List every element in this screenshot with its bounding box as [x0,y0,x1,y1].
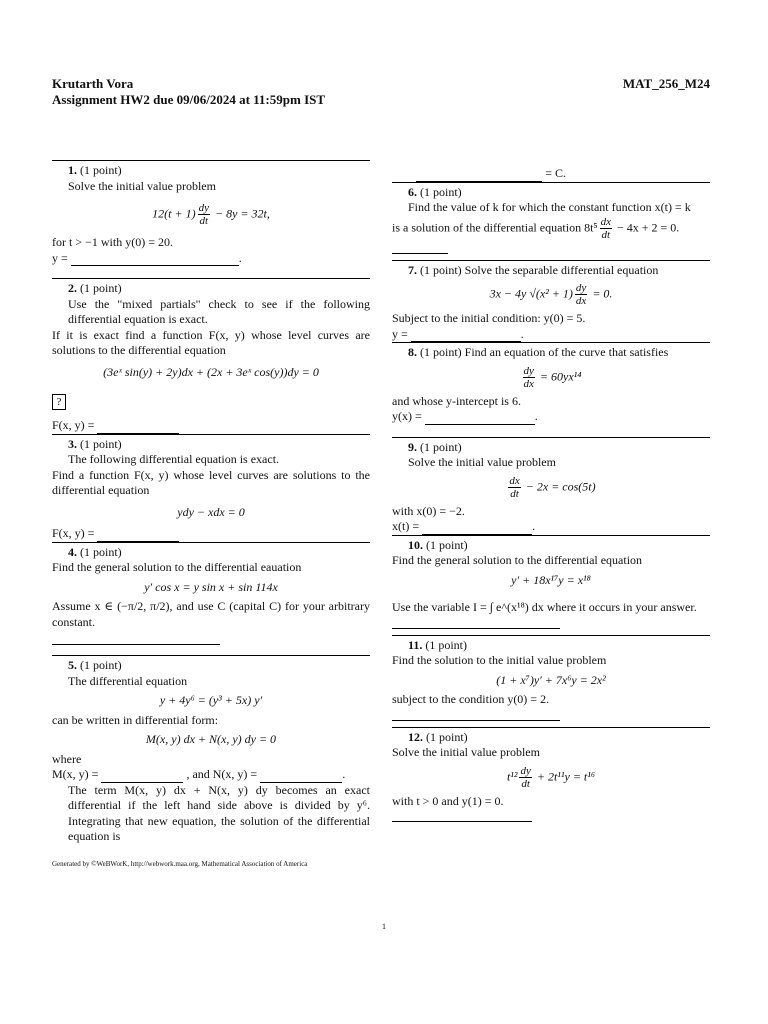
equation: ydy − xdx = 0 [177,504,245,519]
equation-2: M(x, y) dx + N(x, y) dy = 0 [145,732,277,746]
problem-10: 10. (1 point) Find the general solution to the differential equation y′ + 18x¹⁷y = x¹⁸ Use the variable I = ∫ e^(x¹⁸) dx where it occurs in your answer. [392,535,710,629]
answer-input-fxy[interactable] [97,529,179,542]
condition-text: with x(0) = −2. [392,503,465,518]
equation: 12(t + 1) $\frac{dy}{dt}$ − 8y = 32t, [152,202,270,227]
equation: (1 + x⁷)y′ + 7x⁶y = 2x² [496,672,606,687]
problem-text: Find the solution to the initial value problem [392,653,607,667]
assignment-title: Assignment HW2 due 09/06/2024 at 11:59pm IST [52,92,326,107]
answer-input-xt[interactable] [422,522,532,535]
answer-input-solution[interactable] [392,809,532,822]
condition-text: for t > −1 with y(0) = 20. [52,235,173,249]
answer-row: y = . [52,250,242,265]
answer-input-general-solution[interactable] [52,632,220,645]
problem-text-2: can be written in differential form: [52,712,219,727]
equation: y + 4y⁶ = (y³ + 5x) y′ [159,693,263,707]
problem-1 [52,160,370,278]
problem-text: Find the general solution to the differential eauation [52,560,302,574]
problem-text: The following differential equation is exact. [68,452,280,466]
condition-text: and whose y-intercept is 6. [392,393,521,408]
course-code: MAT_256_M24 [622,76,710,91]
p5-answer-row: = C. [392,166,710,182]
answer-row: y = . [392,326,524,341]
problem-text: Use the "mixed partials" check to see if the following differential equation is exact. [68,296,370,326]
answer-input-yx[interactable] [425,412,535,425]
problem-text-2: is a solution of the differential equation 8t⁵ $\frac{dx}{dt}$ − 4x + 2 = 0. [392,215,680,241]
equation: y′ cos x = y sin x + sin 114x [144,579,278,594]
answer-row: y(x) = . [392,409,538,423]
problem-7: 7. (1 point) Solve the separable differential equation 3x − 4y √(x² + 1) $\frac{dy}{dx}$ = 0. Subject to the initial condition: y(0) = 5. y = . [392,260,710,343]
equation: 3x − 4y √(x² + 1) $\frac{dy}{dx}$ = 0. [489,282,613,307]
problem-4: 4. (1 point) Find the general solution to the differential eauation y′ cos x = y sin x + sin 114x Assume x ∈ (−π/2, π/2), and use C (capital C) for your arbitrary constant. [52,542,370,656]
answer-input-y[interactable] [411,329,521,342]
answer-row: M(x, y) = , and N(x, y) = . [52,767,346,781]
problem-points: (1 point) [80,163,122,177]
answer-input-solution[interactable] [392,708,560,721]
equation: $\frac{dx}{dt}$ − 2x = cos(5t) [509,474,596,500]
left-column [52,160,370,845]
answer-input-y[interactable] [71,253,239,266]
problem-text: Find the general solution to the differential equation [392,553,643,567]
problem-11: 11. (1 point) Find the solution to the initial value problem (1 + x⁷)y′ + 7x⁶y = 2x² subject to the condition y(0) = 2. [392,635,710,721]
problem-12: 12. (1 point) Solve the initial value problem t¹² $\frac{dy}{dt}$ + 2t¹¹y = t¹⁶ with t > 0 and y(1) = 0. [392,727,710,823]
equation: y′ + 18x¹⁷y = x¹⁸ [511,572,591,587]
student-name: Krutarth Vora [52,76,134,91]
exactness-dropdown[interactable]: ? [52,394,66,410]
problem-9: 9. (1 point) Solve the initial value problem $\frac{dx}{dt}$ − 2x = cos(5t) with x(0) = −2. x(t) = . [392,437,710,535]
equation: (3eˣ sin(y) + 2y)dx + (2x + 3eˣ cos(y))dy = 0 [103,364,319,379]
problem-text-2: Find a function F(x, y) whose level curves are solutions to the differential equation [52,467,370,497]
problem-text: The differential equation [68,673,188,688]
problem-5: 5. (1 point) The differential equation y + 4y⁶ = (y³ + 5x) y′ can be written in differential form: M(x, y) dx + N(x, y) dy = 0 where M(x, y) = , and N(x, y) = . The term M(x, y) dx + N(x, y) dy becomes an exact differential if the left hand side above is divided by y⁶. Integrating that new equation, the solution of the differential equation is [52,655,370,845]
problem-text: Solve the initial value problem [68,178,216,193]
answer-row: F(x, y) = [52,526,370,542]
answer-input-m[interactable] [101,770,183,783]
problem-number: 1. [68,163,77,177]
problem-text: Find the value of k for which the constant function x(t) = k [408,200,691,214]
problem-text-2: If it is exact find a function F(x, y) whose level curves are solutions to the differential equation [52,327,370,357]
problem-text-2: Assume x ∈ (−π/2, π/2), and use C (capital C) for your arbitrary constant. [52,599,370,629]
header-left [52,76,325,108]
answer-row: F(x, y) = [52,418,370,434]
answer-input-general-solution[interactable] [392,616,560,629]
problem-text-2: Use the variable I = ∫ e^(x¹⁸) dx where it occurs in your answer. [392,600,697,614]
problem-text: Solve the initial value problem [408,455,556,469]
equation: t¹² $\frac{dy}{dt}$ + 2t¹¹y = t¹⁶ [506,764,596,790]
problem-text-3: where [52,751,82,766]
problem-text: Solve the initial value problem [392,745,540,759]
answer-row: x(t) = . [392,519,536,533]
condition-text: Subject to the initial condition: y(0) = 5. [392,311,586,325]
right-column [392,150,710,828]
condition-text: subject to the condition y(0) = 2. [392,692,550,706]
equation: $\frac{dy}{dx}$ = 60yx¹⁴ [523,364,582,390]
answer-input-p5-solution[interactable] [416,169,542,182]
footer-credit: Generated by ©WeBWorK, http://webwork.maa.org, Mathematical Association of America [52,860,308,868]
problem-2: 2. (1 point) Use the "mixed partials" check to see if the following differential equation is exact. If it is exact find a function F(x, y) whose level curves are solutions to the differential equation (3eˣ sin(y) + 2y)dx + (2x + 3eˣ cos(y))dy = 0 ? F(x, y) = [52,278,370,434]
condition-text: with t > 0 and y(1) = 0. [392,793,504,808]
answer-input-k[interactable] [392,241,448,254]
page-number: 1 [382,922,386,931]
problem-3: 3. (1 point) The following differential equation is exact. Find a function F(x, y) whose level curves are solutions to the differential equation ydy − xdx = 0 F(x, y) = [52,434,370,542]
problem-6: 6. (1 point) Find the value of k for which the constant function x(t) = k is a solution of the differential equation 8t⁵ $\frac{dx}{dt}$ − 4x + 2 = 0. [392,182,710,254]
answer-input-fxy[interactable] [97,421,179,434]
problem-8: 8. (1 point) Find an equation of the curve that satisfies $\frac{dy}{dx}$ = 60yx¹⁴ and whose y-intercept is 6. y(x) = . [392,342,710,437]
problem-text-4: The term M(x, y) dx + N(x, y) dy becomes an exact differential if the left hand side above is divided by y⁶. Integrating that new equation, the solution of the differential equation is [68,782,370,843]
answer-input-n[interactable] [260,770,342,783]
